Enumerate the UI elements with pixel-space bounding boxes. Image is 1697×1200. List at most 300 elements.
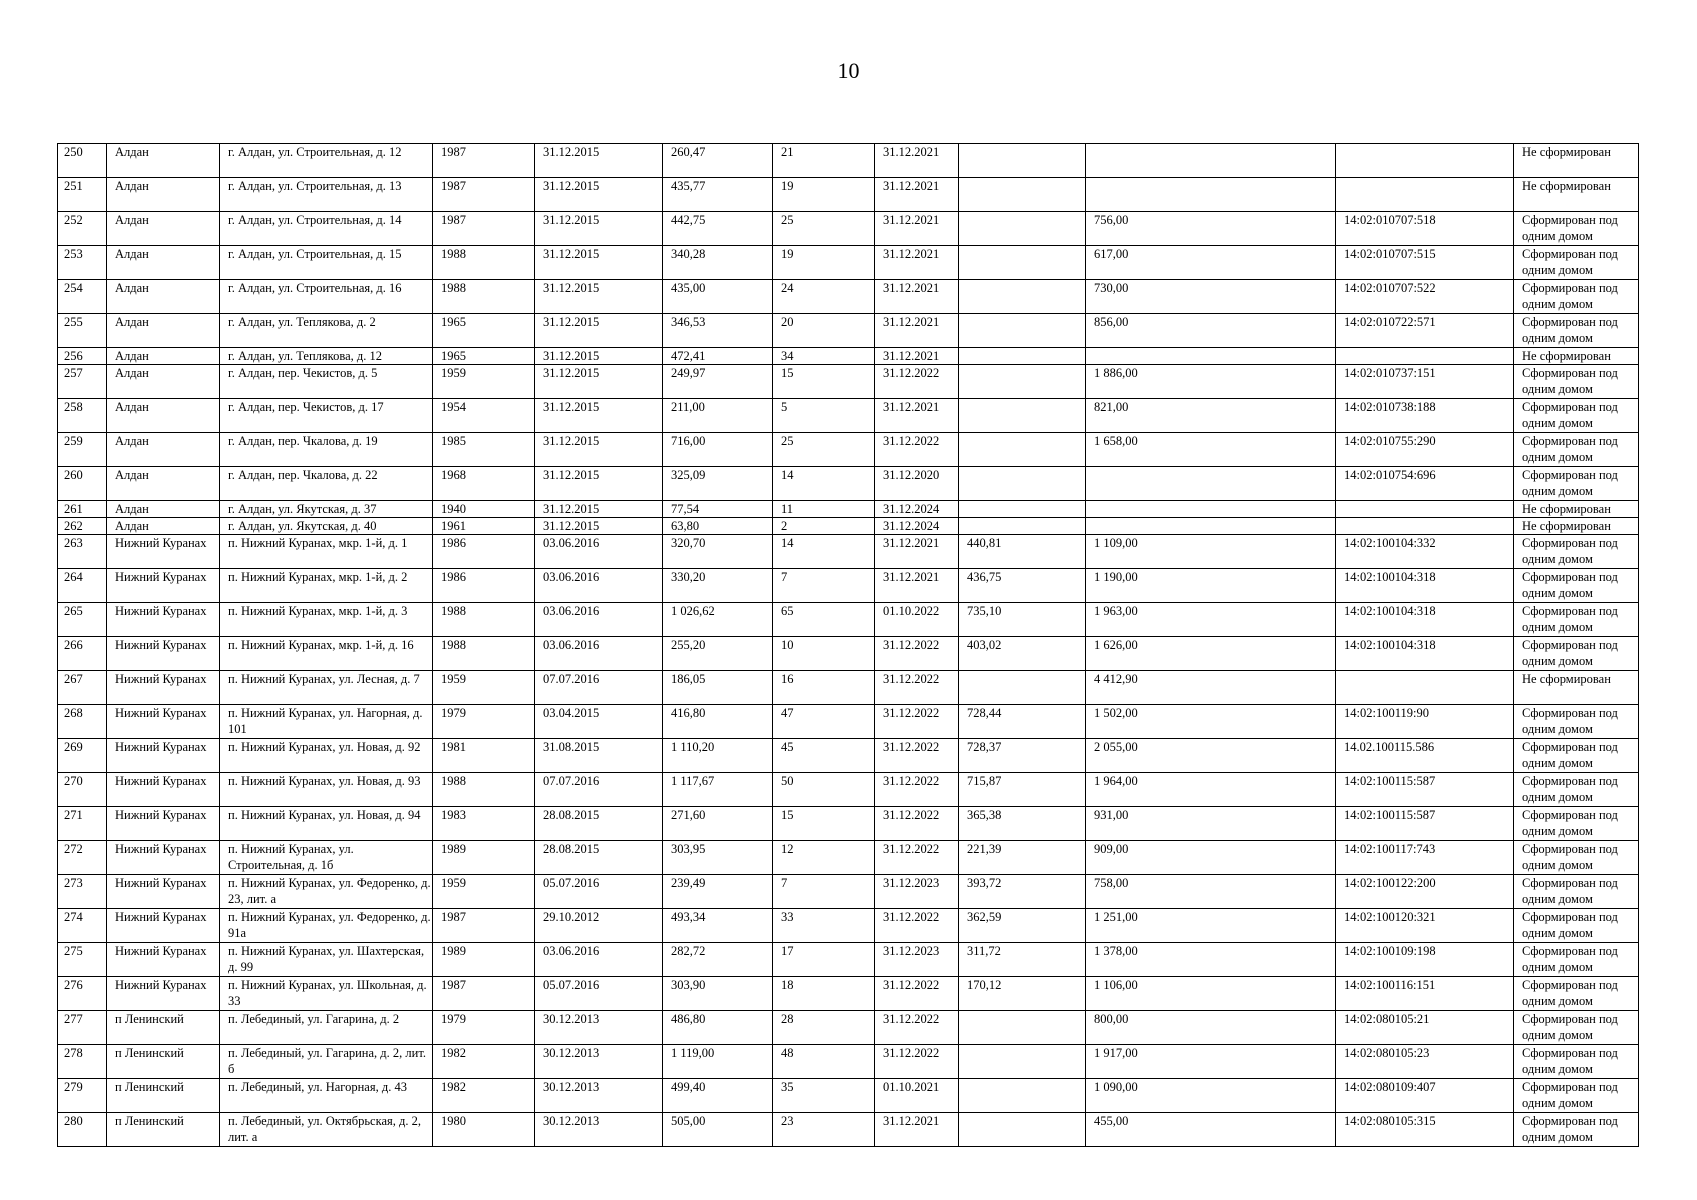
cell-land-status: Сформирован под одним домом xyxy=(1514,467,1639,501)
cell-land-status: Не сформирован xyxy=(1514,178,1639,212)
cell-municipality: Алдан xyxy=(107,365,220,399)
cell-area-extra xyxy=(959,467,1086,501)
cell-residents: 7 xyxy=(773,875,875,909)
table-row xyxy=(58,365,1639,399)
cell-area-extra xyxy=(959,671,1086,705)
cell-row-number: 260 xyxy=(58,467,107,501)
cell-municipality: Нижний Куранах xyxy=(107,977,220,1011)
cell-municipality: Алдан xyxy=(107,280,220,314)
cell-cadastral-number xyxy=(1336,518,1514,535)
cell-cadastral-number: 14:02:100119:90 xyxy=(1336,705,1514,739)
cell-cadastral-number: 14.02.100115.586 xyxy=(1336,739,1514,773)
cell-area-extra: 403,02 xyxy=(959,637,1086,671)
cell-municipality: п Ленинский xyxy=(107,1079,220,1113)
cell-land-status: Сформирован под одним домом xyxy=(1514,875,1639,909)
cell-land-status: Сформирован под одним домом xyxy=(1514,212,1639,246)
cell-land-area: 1 917,00 xyxy=(1086,1045,1336,1079)
table-row xyxy=(58,569,1639,603)
cell-resettlement-date: 31.12.2021 xyxy=(875,399,959,433)
cell-municipality: Алдан xyxy=(107,501,220,518)
cell-land-status: Сформирован под одним домом xyxy=(1514,977,1639,1011)
cell-resettlement-date: 31.12.2022 xyxy=(875,841,959,875)
table-row xyxy=(58,280,1639,314)
table-row xyxy=(58,1113,1639,1147)
cell-residents: 20 xyxy=(773,314,875,348)
cell-address: п. Нижний Куранах, ул. Новая, д. 93 xyxy=(220,773,433,807)
table-row xyxy=(58,909,1639,943)
cell-inclusion-date: 31.12.2015 xyxy=(535,399,663,433)
cell-area-extra xyxy=(959,314,1086,348)
cell-address: г. Алдан, пер. Чкалова, д. 22 xyxy=(220,467,433,501)
cell-municipality: Нижний Куранах xyxy=(107,705,220,739)
cell-area-extra xyxy=(959,518,1086,535)
cell-resettlement-date: 31.12.2022 xyxy=(875,365,959,399)
cell-residents: 15 xyxy=(773,807,875,841)
cell-inclusion-date: 05.07.2016 xyxy=(535,977,663,1011)
cell-land-area xyxy=(1086,348,1336,365)
cell-land-area: 800,00 xyxy=(1086,1011,1336,1045)
cell-cadastral-number: 14:02:080109:407 xyxy=(1336,1079,1514,1113)
cell-land-status: Сформирован под одним домом xyxy=(1514,314,1639,348)
cell-address: п. Нижний Куранах, ул. Нагорная, д. 101 xyxy=(220,705,433,739)
cell-address: г. Алдан, ул. Строительная, д. 12 xyxy=(220,144,433,178)
cell-municipality: Нижний Куранах xyxy=(107,909,220,943)
cell-area: 1 119,00 xyxy=(663,1045,773,1079)
cell-land-status: Сформирован под одним домом xyxy=(1514,909,1639,943)
table-row xyxy=(58,178,1639,212)
table-row xyxy=(58,705,1639,739)
cell-municipality: Нижний Куранах xyxy=(107,637,220,671)
cell-area: 472,41 xyxy=(663,348,773,365)
cell-land-status: Не сформирован xyxy=(1514,144,1639,178)
cell-residents: 11 xyxy=(773,501,875,518)
table-row xyxy=(58,348,1639,365)
cell-cadastral-number: 14:02:010738:188 xyxy=(1336,399,1514,433)
cell-construction-year: 1961 xyxy=(433,518,535,535)
cell-residents: 18 xyxy=(773,977,875,1011)
cell-inclusion-date: 29.10.2012 xyxy=(535,909,663,943)
cell-area: 325,09 xyxy=(663,467,773,501)
table-row xyxy=(58,807,1639,841)
cell-area: 239,49 xyxy=(663,875,773,909)
cell-cadastral-number: 14:02:010707:518 xyxy=(1336,212,1514,246)
cell-address: г. Алдан, ул. Теплякова, д. 12 xyxy=(220,348,433,365)
cell-municipality: Алдан xyxy=(107,178,220,212)
cell-area-extra: 362,59 xyxy=(959,909,1086,943)
cell-construction-year: 1982 xyxy=(433,1079,535,1113)
cell-cadastral-number: 14:02:100115:587 xyxy=(1336,773,1514,807)
cell-resettlement-date: 31.12.2022 xyxy=(875,977,959,1011)
cell-construction-year: 1987 xyxy=(433,178,535,212)
table-row xyxy=(58,1079,1639,1113)
cell-land-area: 455,00 xyxy=(1086,1113,1336,1147)
cell-land-status: Не сформирован xyxy=(1514,518,1639,535)
cell-land-status: Сформирован под одним домом xyxy=(1514,739,1639,773)
table-row xyxy=(58,501,1639,518)
cell-resettlement-date: 31.12.2021 xyxy=(875,280,959,314)
cell-cadastral-number: 14:02:100122:200 xyxy=(1336,875,1514,909)
cell-area-extra: 728,37 xyxy=(959,739,1086,773)
table-row xyxy=(58,1045,1639,1079)
cell-residents: 21 xyxy=(773,144,875,178)
cell-municipality: Нижний Куранах xyxy=(107,841,220,875)
cell-area-extra xyxy=(959,365,1086,399)
cell-row-number: 261 xyxy=(58,501,107,518)
cell-inclusion-date: 07.07.2016 xyxy=(535,671,663,705)
cell-row-number: 274 xyxy=(58,909,107,943)
cell-cadastral-number xyxy=(1336,671,1514,705)
cell-inclusion-date: 03.04.2015 xyxy=(535,705,663,739)
cell-construction-year: 1987 xyxy=(433,977,535,1011)
cell-address: п. Нижний Куранах, мкр. 1-й, д. 2 xyxy=(220,569,433,603)
cell-municipality: Алдан xyxy=(107,212,220,246)
cell-land-area xyxy=(1086,144,1336,178)
cell-row-number: 263 xyxy=(58,535,107,569)
cell-residents: 23 xyxy=(773,1113,875,1147)
cell-area: 255,20 xyxy=(663,637,773,671)
cell-cadastral-number: 14:02:100104:318 xyxy=(1336,603,1514,637)
cell-municipality: Нижний Куранах xyxy=(107,603,220,637)
cell-address: г. Алдан, пер. Чкалова, д. 19 xyxy=(220,433,433,467)
cell-inclusion-date: 03.06.2016 xyxy=(535,943,663,977)
cell-resettlement-date: 31.12.2022 xyxy=(875,637,959,671)
cell-residents: 45 xyxy=(773,739,875,773)
cell-resettlement-date: 31.12.2023 xyxy=(875,943,959,977)
cell-area-extra: 440,81 xyxy=(959,535,1086,569)
page-number: 10 xyxy=(837,58,860,83)
cell-area: 1 026,62 xyxy=(663,603,773,637)
cell-address: г. Алдан, ул. Строительная, д. 16 xyxy=(220,280,433,314)
cell-construction-year: 1959 xyxy=(433,875,535,909)
cell-cadastral-number: 14:02:010737:151 xyxy=(1336,365,1514,399)
cell-resettlement-date: 31.12.2021 xyxy=(875,348,959,365)
cell-construction-year: 1981 xyxy=(433,739,535,773)
cell-inclusion-date: 30.12.2013 xyxy=(535,1113,663,1147)
cell-area: 282,72 xyxy=(663,943,773,977)
cell-area-extra xyxy=(959,1079,1086,1113)
cell-row-number: 250 xyxy=(58,144,107,178)
cell-resettlement-date: 31.12.2022 xyxy=(875,705,959,739)
cell-municipality: п Ленинский xyxy=(107,1113,220,1147)
cell-resettlement-date: 31.12.2021 xyxy=(875,569,959,603)
cell-land-status: Сформирован под одним домом xyxy=(1514,246,1639,280)
cell-row-number: 278 xyxy=(58,1045,107,1079)
table-row xyxy=(58,433,1639,467)
cell-resettlement-date: 31.12.2022 xyxy=(875,773,959,807)
cell-land-area: 1 251,00 xyxy=(1086,909,1336,943)
cell-address: п. Нижний Куранах, ул. Лесная, д. 7 xyxy=(220,671,433,705)
table-row xyxy=(58,1011,1639,1045)
cell-municipality: п Ленинский xyxy=(107,1045,220,1079)
cell-cadastral-number: 14:02:010722:571 xyxy=(1336,314,1514,348)
cell-residents: 33 xyxy=(773,909,875,943)
cell-residents: 10 xyxy=(773,637,875,671)
cell-area-extra xyxy=(959,501,1086,518)
cell-area: 211,00 xyxy=(663,399,773,433)
cell-area-extra: 715,87 xyxy=(959,773,1086,807)
cell-row-number: 258 xyxy=(58,399,107,433)
cell-municipality: Алдан xyxy=(107,246,220,280)
cell-municipality: Нижний Куранах xyxy=(107,739,220,773)
cell-address: г. Алдан, пер. Чекистов, д. 17 xyxy=(220,399,433,433)
cell-land-area: 756,00 xyxy=(1086,212,1336,246)
cell-land-status: Сформирован под одним домом xyxy=(1514,807,1639,841)
cell-land-area: 1 109,00 xyxy=(1086,535,1336,569)
cell-land-area: 1 378,00 xyxy=(1086,943,1336,977)
cell-resettlement-date: 31.12.2022 xyxy=(875,1011,959,1045)
cell-construction-year: 1986 xyxy=(433,535,535,569)
cell-area-extra xyxy=(959,246,1086,280)
cell-municipality: Нижний Куранах xyxy=(107,943,220,977)
cell-row-number: 279 xyxy=(58,1079,107,1113)
cell-construction-year: 1965 xyxy=(433,348,535,365)
cell-land-area: 1 090,00 xyxy=(1086,1079,1336,1113)
cell-cadastral-number: 14:02:100109:198 xyxy=(1336,943,1514,977)
cell-construction-year: 1988 xyxy=(433,603,535,637)
table-row xyxy=(58,943,1639,977)
cell-inclusion-date: 31.12.2015 xyxy=(535,144,663,178)
cell-residents: 28 xyxy=(773,1011,875,1045)
cell-land-status: Сформирован под одним домом xyxy=(1514,841,1639,875)
cell-inclusion-date: 31.12.2015 xyxy=(535,348,663,365)
table-row xyxy=(58,875,1639,909)
cell-land-area: 909,00 xyxy=(1086,841,1336,875)
cell-construction-year: 1965 xyxy=(433,314,535,348)
cell-construction-year: 1979 xyxy=(433,1011,535,1045)
cell-resettlement-date: 31.12.2021 xyxy=(875,314,959,348)
table-row xyxy=(58,467,1639,501)
cell-resettlement-date: 31.12.2021 xyxy=(875,178,959,212)
cell-land-area: 1 658,00 xyxy=(1086,433,1336,467)
cell-address: п. Нижний Куранах, мкр. 1-й, д. 3 xyxy=(220,603,433,637)
cell-residents: 25 xyxy=(773,433,875,467)
cell-land-status: Не сформирован xyxy=(1514,671,1639,705)
cell-area: 435,00 xyxy=(663,280,773,314)
cell-cadastral-number: 14:02:010707:515 xyxy=(1336,246,1514,280)
cell-area: 499,40 xyxy=(663,1079,773,1113)
cell-address: п. Лебединый, ул. Гагарина, д. 2 xyxy=(220,1011,433,1045)
cell-area: 1 117,67 xyxy=(663,773,773,807)
cell-resettlement-date: 31.12.2021 xyxy=(875,212,959,246)
cell-land-status: Сформирован под одним домом xyxy=(1514,943,1639,977)
cell-area: 330,20 xyxy=(663,569,773,603)
cell-land-status: Сформирован под одним домом xyxy=(1514,773,1639,807)
cell-cadastral-number xyxy=(1336,178,1514,212)
cell-area-extra xyxy=(959,1113,1086,1147)
cell-residents: 15 xyxy=(773,365,875,399)
cell-address: г. Алдан, ул. Строительная, д. 15 xyxy=(220,246,433,280)
cell-land-area xyxy=(1086,467,1336,501)
cell-row-number: 268 xyxy=(58,705,107,739)
cell-residents: 19 xyxy=(773,178,875,212)
cell-row-number: 264 xyxy=(58,569,107,603)
cell-address: п. Нижний Куранах, ул. Новая, д. 94 xyxy=(220,807,433,841)
cell-residents: 2 xyxy=(773,518,875,535)
cell-cadastral-number xyxy=(1336,501,1514,518)
table-row xyxy=(58,144,1639,178)
cell-construction-year: 1988 xyxy=(433,637,535,671)
table-row xyxy=(58,841,1639,875)
cell-land-status: Сформирован под одним домом xyxy=(1514,433,1639,467)
cell-area: 320,70 xyxy=(663,535,773,569)
cell-row-number: 267 xyxy=(58,671,107,705)
cell-cadastral-number: 14:02:100116:151 xyxy=(1336,977,1514,1011)
cell-land-status: Сформирован под одним домом xyxy=(1514,569,1639,603)
cell-row-number: 273 xyxy=(58,875,107,909)
cell-row-number: 280 xyxy=(58,1113,107,1147)
cell-area-extra xyxy=(959,348,1086,365)
cell-inclusion-date: 03.06.2016 xyxy=(535,603,663,637)
cell-residents: 47 xyxy=(773,705,875,739)
cell-cadastral-number: 14:02:080105:21 xyxy=(1336,1011,1514,1045)
cell-land-area: 821,00 xyxy=(1086,399,1336,433)
cell-municipality: Алдан xyxy=(107,518,220,535)
cell-resettlement-date: 31.12.2022 xyxy=(875,909,959,943)
cell-cadastral-number: 14:02:100104:332 xyxy=(1336,535,1514,569)
cell-area-extra: 735,10 xyxy=(959,603,1086,637)
cell-construction-year: 1988 xyxy=(433,280,535,314)
cell-land-area: 931,00 xyxy=(1086,807,1336,841)
cell-address: г. Алдан, ул. Строительная, д. 14 xyxy=(220,212,433,246)
cell-land-area xyxy=(1086,518,1336,535)
cell-row-number: 262 xyxy=(58,518,107,535)
cell-area-extra xyxy=(959,433,1086,467)
cell-row-number: 275 xyxy=(58,943,107,977)
cell-address: п. Нижний Куранах, ул. Новая, д. 92 xyxy=(220,739,433,773)
cell-inclusion-date: 31.12.2015 xyxy=(535,280,663,314)
cell-construction-year: 1986 xyxy=(433,569,535,603)
cell-row-number: 254 xyxy=(58,280,107,314)
cell-row-number: 256 xyxy=(58,348,107,365)
cell-construction-year: 1987 xyxy=(433,909,535,943)
cell-cadastral-number xyxy=(1336,348,1514,365)
cell-resettlement-date: 31.12.2021 xyxy=(875,246,959,280)
cell-municipality: Алдан xyxy=(107,399,220,433)
cell-land-status: Не сформирован xyxy=(1514,501,1639,518)
cell-area: 260,47 xyxy=(663,144,773,178)
cell-address: п. Лебединый, ул. Нагорная, д. 43 xyxy=(220,1079,433,1113)
cell-address: г. Алдан, ул. Якутская, д. 40 xyxy=(220,518,433,535)
cell-row-number: 277 xyxy=(58,1011,107,1045)
cell-inclusion-date: 31.08.2015 xyxy=(535,739,663,773)
cell-construction-year: 1954 xyxy=(433,399,535,433)
cell-area-extra: 728,44 xyxy=(959,705,1086,739)
cell-resettlement-date: 31.12.2022 xyxy=(875,671,959,705)
cell-land-status: Сформирован под одним домом xyxy=(1514,705,1639,739)
cell-address: п. Нижний Куранах, ул. Строительная, д. 1б xyxy=(220,841,433,875)
cell-resettlement-date: 31.12.2020 xyxy=(875,467,959,501)
cell-land-status: Сформирован под одним домом xyxy=(1514,280,1639,314)
cell-cadastral-number: 14:02:080105:315 xyxy=(1336,1113,1514,1147)
cell-area-extra xyxy=(959,212,1086,246)
housing-registry-table xyxy=(57,143,1639,1147)
cell-address: г. Алдан, ул. Теплякова, д. 2 xyxy=(220,314,433,348)
cell-address: г. Алдан, пер. Чекистов, д. 5 xyxy=(220,365,433,399)
table-row xyxy=(58,518,1639,535)
cell-land-area: 730,00 xyxy=(1086,280,1336,314)
cell-resettlement-date: 31.12.2022 xyxy=(875,433,959,467)
cell-address: п. Нижний Куранах, мкр. 1-й, д. 1 xyxy=(220,535,433,569)
cell-resettlement-date: 01.10.2021 xyxy=(875,1079,959,1113)
cell-area: 271,60 xyxy=(663,807,773,841)
cell-land-area: 1 963,00 xyxy=(1086,603,1336,637)
cell-row-number: 276 xyxy=(58,977,107,1011)
cell-area-extra xyxy=(959,280,1086,314)
cell-address: п. Нижний Куранах, ул. Федоренко, д. 23, лит. а xyxy=(220,875,433,909)
cell-land-area: 758,00 xyxy=(1086,875,1336,909)
cell-municipality: Алдан xyxy=(107,348,220,365)
cell-cadastral-number: 14:02:010754:696 xyxy=(1336,467,1514,501)
cell-land-status: Сформирован под одним домом xyxy=(1514,603,1639,637)
cell-residents: 65 xyxy=(773,603,875,637)
cell-resettlement-date: 31.12.2022 xyxy=(875,807,959,841)
cell-inclusion-date: 28.08.2015 xyxy=(535,807,663,841)
cell-construction-year: 1988 xyxy=(433,246,535,280)
cell-area-extra: 365,38 xyxy=(959,807,1086,841)
cell-residents: 16 xyxy=(773,671,875,705)
cell-row-number: 255 xyxy=(58,314,107,348)
cell-residents: 34 xyxy=(773,348,875,365)
cell-resettlement-date: 31.12.2022 xyxy=(875,739,959,773)
cell-municipality: Нижний Куранах xyxy=(107,807,220,841)
table-row xyxy=(58,314,1639,348)
cell-residents: 35 xyxy=(773,1079,875,1113)
cell-residents: 14 xyxy=(773,535,875,569)
cell-municipality: Нижний Куранах xyxy=(107,569,220,603)
cell-row-number: 252 xyxy=(58,212,107,246)
table-row xyxy=(58,671,1639,705)
cell-land-area: 617,00 xyxy=(1086,246,1336,280)
cell-construction-year: 1989 xyxy=(433,841,535,875)
cell-land-status: Сформирован под одним домом xyxy=(1514,535,1639,569)
cell-area: 1 110,20 xyxy=(663,739,773,773)
cell-cadastral-number: 14:02:010755:290 xyxy=(1336,433,1514,467)
cell-municipality: Нижний Куранах xyxy=(107,875,220,909)
cell-inclusion-date: 31.12.2015 xyxy=(535,518,663,535)
cell-construction-year: 1983 xyxy=(433,807,535,841)
cell-row-number: 253 xyxy=(58,246,107,280)
cell-resettlement-date: 31.12.2023 xyxy=(875,875,959,909)
cell-inclusion-date: 31.12.2015 xyxy=(535,212,663,246)
cell-area: 346,53 xyxy=(663,314,773,348)
cell-address: п. Нижний Куранах, мкр. 1-й, д. 16 xyxy=(220,637,433,671)
cell-construction-year: 1982 xyxy=(433,1045,535,1079)
cell-inclusion-date: 31.12.2015 xyxy=(535,467,663,501)
cell-address: п. Нижний Куранах, ул. Шахтерская, д. 99 xyxy=(220,943,433,977)
cell-row-number: 271 xyxy=(58,807,107,841)
cell-area-extra xyxy=(959,178,1086,212)
cell-land-status: Сформирован под одним домом xyxy=(1514,1079,1639,1113)
cell-area: 442,75 xyxy=(663,212,773,246)
cell-construction-year: 1987 xyxy=(433,212,535,246)
cell-area: 716,00 xyxy=(663,433,773,467)
cell-row-number: 272 xyxy=(58,841,107,875)
cell-land-area: 1 106,00 xyxy=(1086,977,1336,1011)
cell-resettlement-date: 01.10.2022 xyxy=(875,603,959,637)
cell-resettlement-date: 31.12.2021 xyxy=(875,1113,959,1147)
cell-row-number: 259 xyxy=(58,433,107,467)
cell-municipality: Нижний Куранах xyxy=(107,773,220,807)
cell-land-area: 1 502,00 xyxy=(1086,705,1336,739)
cell-land-area: 1 190,00 xyxy=(1086,569,1336,603)
cell-area: 493,34 xyxy=(663,909,773,943)
cell-row-number: 257 xyxy=(58,365,107,399)
table-row xyxy=(58,773,1639,807)
cell-construction-year: 1980 xyxy=(433,1113,535,1147)
cell-municipality: Алдан xyxy=(107,144,220,178)
cell-inclusion-date: 31.12.2015 xyxy=(535,246,663,280)
cell-area: 435,77 xyxy=(663,178,773,212)
